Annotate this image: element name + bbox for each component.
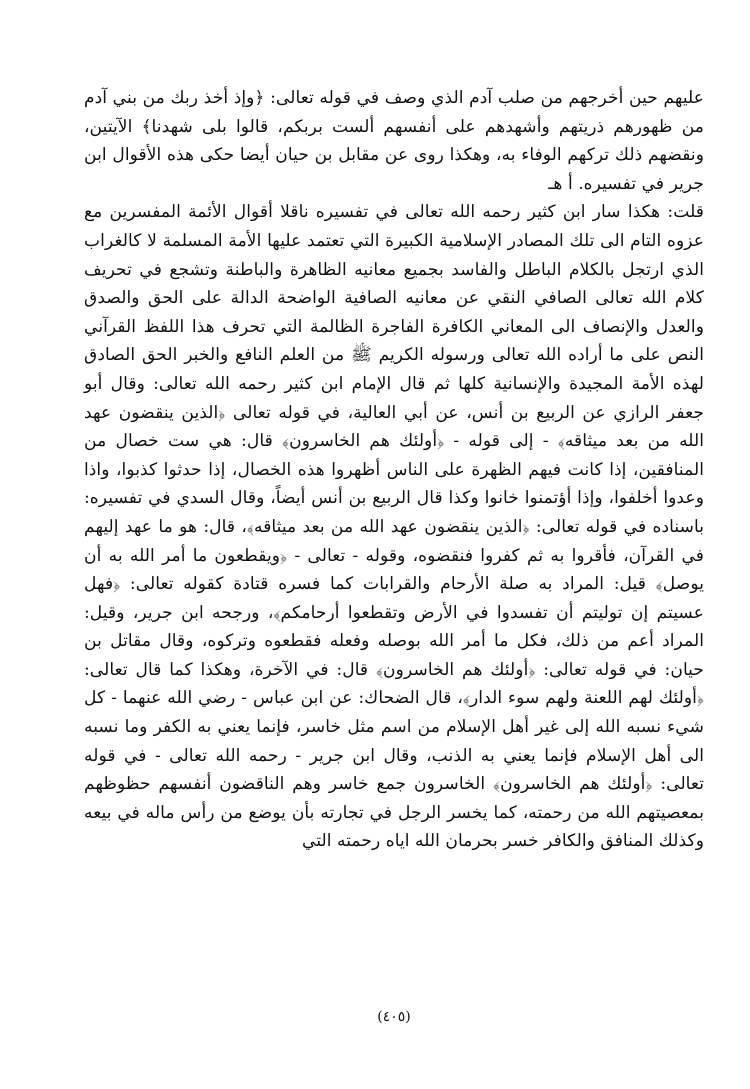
body-text bbox=[84, 84, 704, 856]
page-number: (٤٠٥) bbox=[377, 1009, 411, 1025]
paragraph-2: قلت: هكذا سار ابن كثير رحمه الله تعالى في تفسيره ناقلا أقوال الأئمة المفسرين مع عزوه التام الى تلك المصادر الإسلامية الكبيرة التي تعتمد عليها الأمة المسلمة لا كالغراب الذي ارتجل بالكلام الباطل والفاسد بجميع معانيه الظاهرة والباطنة وتشجع في تحريف كلام الله تعالى الصافي النقي عن معانيه الصافية الواضحة الدالة على الحق والصدق والعدل والإنصاف الى المعاني الكافرة الفاجرة الظالمة التي تحرف هذا اللفظ القرآني النص على ما أراده الله تعالى ورسوله الكريم ﷺ من العلم النافع والخبر الحق الصادق لهذه الأمة المجيدة والإنسانية كلها ثم قال الإمام ابن كثير رحمه الله تعالى: وقال أبو جعفر الرازي عن الربيع بن أنس، عن أبي العالية، في قوله تعالى ﴿الذين ينقضون عهد الله من بعد ميثاقه﴾ - إلى قوله - ﴿أولئك هم الخاسرون﴾ قال: هي ست خصال من المنافقين، إذا كانت فيهم الظهرة على الناس أظهروا هذه الخصال، إذا حدثوا كذبوا، واذا وعدوا أخلفوا، وإذا أؤتمنوا خانوا وكذا قال الربيع بن أنس أيضاً، وقال السدي في تفسيره: باسناده في قوله تعالى: ﴿الذين ينقضون عهد الله من بعد ميثاقه﴾، قال: هو ما عهد إليهم في القرآن، فأقروا به ثم كفروا فنقضوه، وقوله - تعالى - ﴿ويقطعون ما أمر الله به أن يوصل﴾ قيل: المراد به صلة الأرحام والقرابات كما فسره قتادة كقوله تعالى: ﴿فهل عسيتم إن توليتم أن تفسدوا في الأرض وتقطعوا أرحامكم﴾، ورجحه ابن جرير، وقيل: المراد أعم من ذلك، فكل ما أمر الله بوصله وفعله فقطعوه وتركوه، وقال مقاتل بن حيان: في قوله تعالى: ﴿أولئك هم الخاسرون﴾ قال: في الآخرة، وهكذا كما قال تعالى: ﴿أولئك لهم اللعنة ولهم سوء الدار﴾، قال الضحاك: عن ابن عباس - رضي الله عنهما - كل شيء نسبه الله إلى غير أهل الإسلام من اسم مثل خاسر، فإنما يعني به الكفر وما نسبه الى أهل الإسلام فإنما يعني به الذنب، وقال ابن جرير - رحمه الله تعالى - في قوله تعالى: ﴿أولئك هم الخاسرون﴾ الخاسرون جمع خاسر وهم الناقضون أنفسهم حظوظهم بمعصيتهم الله من رحمته، كما يخسر الرجل في تجارته بأن يوضع من رأس ماله في بيعه وكذلك المنافق والكافر خسر بحرمان الله اياه رحمته التي bbox=[84, 202, 704, 852]
paragraph-1: عليهم حين أخرجهم من صلب آدم الذي وصف في قوله تعالى: ﴿وإذ أخذ ربك من بني آدم من ظهورهم ذريتهم وأشهدهم على أنفسهم ألست بربكم، قالوا بلى شهدنا﴾ الآيتين، ونقضهم ذلك تركهم الوفاء به، وهكذا روى عن مقابل بن حيان أيضا حكى هذه الأقوال ابن جرير في تفسيره. أ هـ bbox=[84, 88, 704, 194]
page bbox=[84, 84, 704, 1044]
